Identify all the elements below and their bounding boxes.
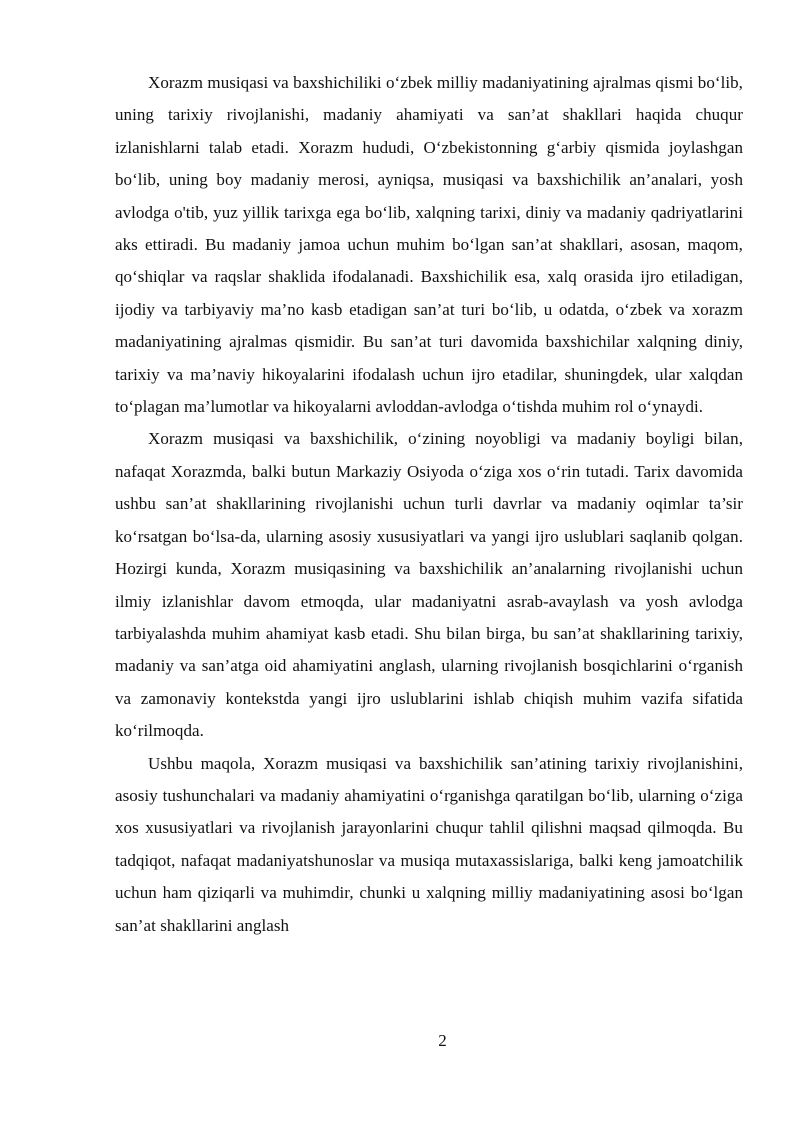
paragraph-3: Ushbu maqola, Xorazm musiqasi va baxshichilik san’atining tarixiy rivojlanishini, asosiy tushunchalari va madaniy ahamiyatini oʻrganishga qaratilgan boʻlib, ularning oʻziga xos xususiyatlari va rivojlanish jarayonlarini chuqur tahlil qilishni maqsad qilmoqda. Bu tadqiqot, nafaqat madaniyatshunoslar va musiqa mutaxassislariga, balki keng jamoatchilik uchun ham qiziqarli va muhimdir, chunki u xalqning milliy madaniyatining asosi boʻlgan san’at shakllarini anglash <box>115 753 743 935</box>
paragraph-2: Xorazm musiqasi va baxshichilik, oʻzining noyobligi va madaniy boyligi bilan, nafaqat Xorazmda, balki butun Markaziy Osiyoda oʻziga xos oʻrin tutadi. Tarix davomida ushbu san’at shakllarining rivojlanishi uchun turli davrlar va madaniy oqimlar ta’sir koʻrsatgan boʻlsa-da, ularning asosiy xususiyatlari va yangi ijro uslublari saqlanib qolgan. Hozirgi kunda, Xorazm musiqasining va baxshichilik an’analarning rivojlanishi uchun ilmiy izlanishlar davom etmoqda, ular madaniyatni asrab-avaylash va yosh avlodga tarbiyalashda muhim ahamiyat kasb etadi. Shu bilan birga, bu san’at shakllarining tarixiy, madaniy va san’atga oid ahamiyatini anglash, ularning rivojlanish bosqichlarini oʻrganish va zamonaviy kontekstda yangi ijro uslublarini ishlab chiqish muhim vazifa sifatida koʻrilmoqda. <box>115 429 743 741</box>
paragraph-1: Xorazm musiqasi va baxshichiliki oʻzbek milliy madaniyatining ajralmas qismi boʻlib, uning tarixiy rivojlanishi, madaniy ahamiyati va san’at shakllari haqida chuqur izlanishlarni talab etadi. Xorazm hududi, Oʻzbekistonning gʻarbiy qismida joylashgan boʻlib, uning boy madaniy merosi, ayniqsa, musiqasi va baxshichilik an’analari, yosh avlodga o'tib, yuz yillik tarixga ega boʻlib, xalqning tarixi, diniy va madaniy qadriyatlarini aks ettiradi. Bu madaniy jamoa uchun muhim boʻlgan san’at shakllari, asosan, maqom, qoʻshiqlar va raqslar shaklida ifodalanadi. Baxshichilik esa, xalq orasida ijro etiladigan, ijodiy va tarbiyaviy ma’no kasb etadigan san’at turi boʻlib, u odatda, oʻzbek va xorazm madaniyatining ajralmas qismidir. Bu san’at turi davomida baxshichilar xalqning diniy, tarixiy va ma’naviy hikoyalarini ifodalash uchun ijro etadilar, shuningdek, ular xalqdan toʻplagan ma’lumotlar va hikoyalarni avloddan-avlodga oʻtishda muhim rol oʻynaydi. <box>115 73 743 417</box>
page-number: 2 <box>438 1031 447 1050</box>
document-body <box>115 67 743 942</box>
